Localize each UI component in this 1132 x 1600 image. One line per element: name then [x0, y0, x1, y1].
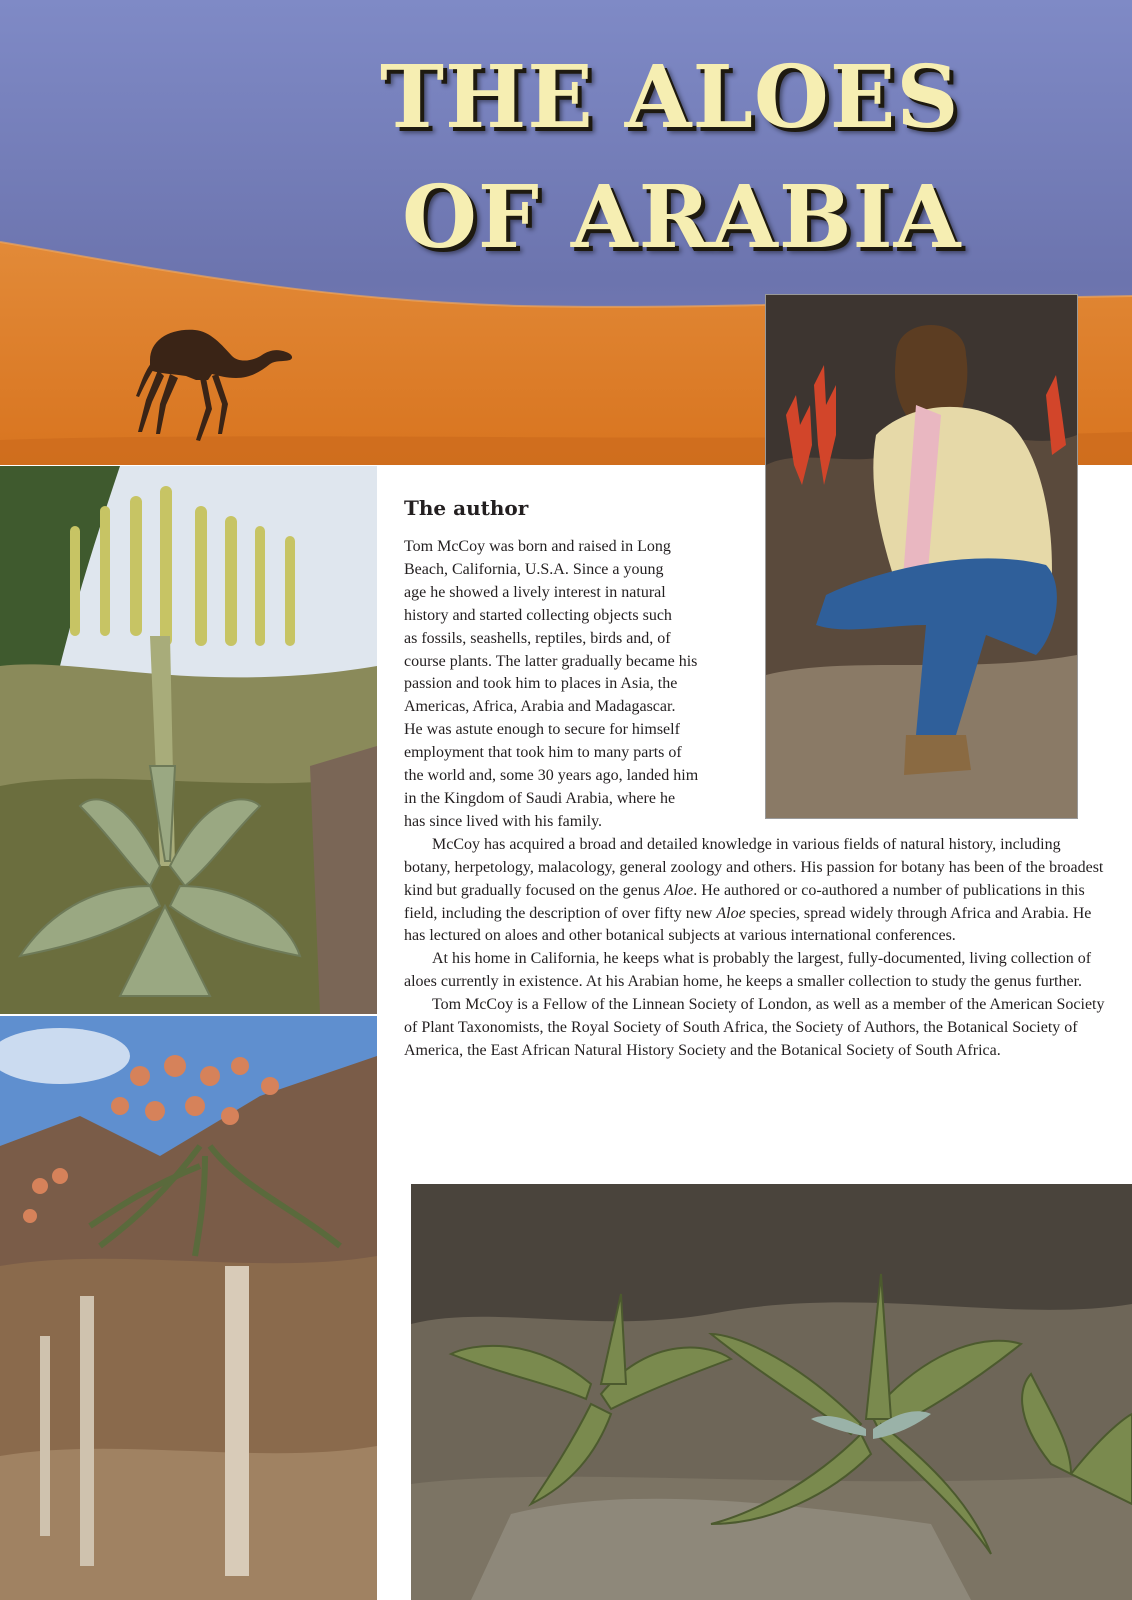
bio-line: Tom McCoy was born and raised in Long	[404, 538, 671, 555]
bio-text: McCoy has acquired a broad and detailed knowledge in various fields of natural history, including botany, herpetology, malacology, general zoology and others. His passion for botany has been of the broadest kind but gradually focused on the genus	[404, 835, 1104, 899]
bio-paragraph-3: At his home in California, he keeps what is probably the largest, fully-documented, living collection of aloes currently in existence. At his Arabian home, he keeps a smaller collection to study the genus further.	[404, 950, 1092, 991]
bio-line: course plants. The latter gradually became his	[404, 652, 698, 670]
title-line-1: THE ALOES	[380, 47, 960, 148]
bio-line: Americas, Africa, Arabia and Madagascar.	[404, 698, 676, 716]
bio-line: as fossils, seashells, reptiles, birds and, of	[404, 629, 671, 647]
title-line-2: OF ARABIA	[402, 167, 962, 268]
bio-line: employment that took him to many parts of	[404, 744, 682, 762]
book-title	[380, 38, 1120, 278]
section-heading: The author	[404, 496, 529, 520]
bio-line: Beach, California, U.S.A. Since a young	[404, 560, 664, 578]
bio-line: He was astute enough to secure for himself	[404, 721, 680, 739]
bio-line: has since lived with his family.	[404, 812, 603, 830]
bio-paragraph-1	[404, 536, 1110, 834]
bio-line: in the Kingdom of Saudi Arabia, where he	[404, 789, 676, 807]
bio-line: the world and, some 30 years ago, landed him	[404, 767, 699, 785]
bio-paragraph-4: Tom McCoy is a Fellow of the Linnean Society of London, as well as a member of the American Society of Plant Taxonomists, the Royal Society of South Africa, the Society of Authors, the Botanical Society of America, the East African Natural History Society and the Botanical Society of South Africa.	[404, 996, 1105, 1059]
genus-name: Aloe	[716, 904, 746, 922]
bio-line: history and started collecting objects such	[404, 606, 672, 624]
bio-line: passion and took him to places in Asia, the	[404, 675, 678, 693]
aloe-photo-tree-aloes	[0, 1016, 377, 1600]
bio-line: age he showed a lively interest in natural	[404, 583, 666, 601]
bio-paragraph-2	[404, 834, 1110, 949]
author-bio	[404, 536, 1110, 1063]
aloe-photo-tall-inflorescence	[0, 466, 377, 1014]
genus-name: Aloe	[663, 881, 694, 899]
bio-text: species, spread widely through Africa and Arabia. He has lectured on aloes and other botanical subjects at various international conferences.	[404, 904, 1092, 945]
aloe-photo-rosettes	[411, 1184, 1132, 1600]
bio-text: . He authored or co-authored a number of publications in this field, including the description of over fifty new	[404, 881, 1085, 922]
